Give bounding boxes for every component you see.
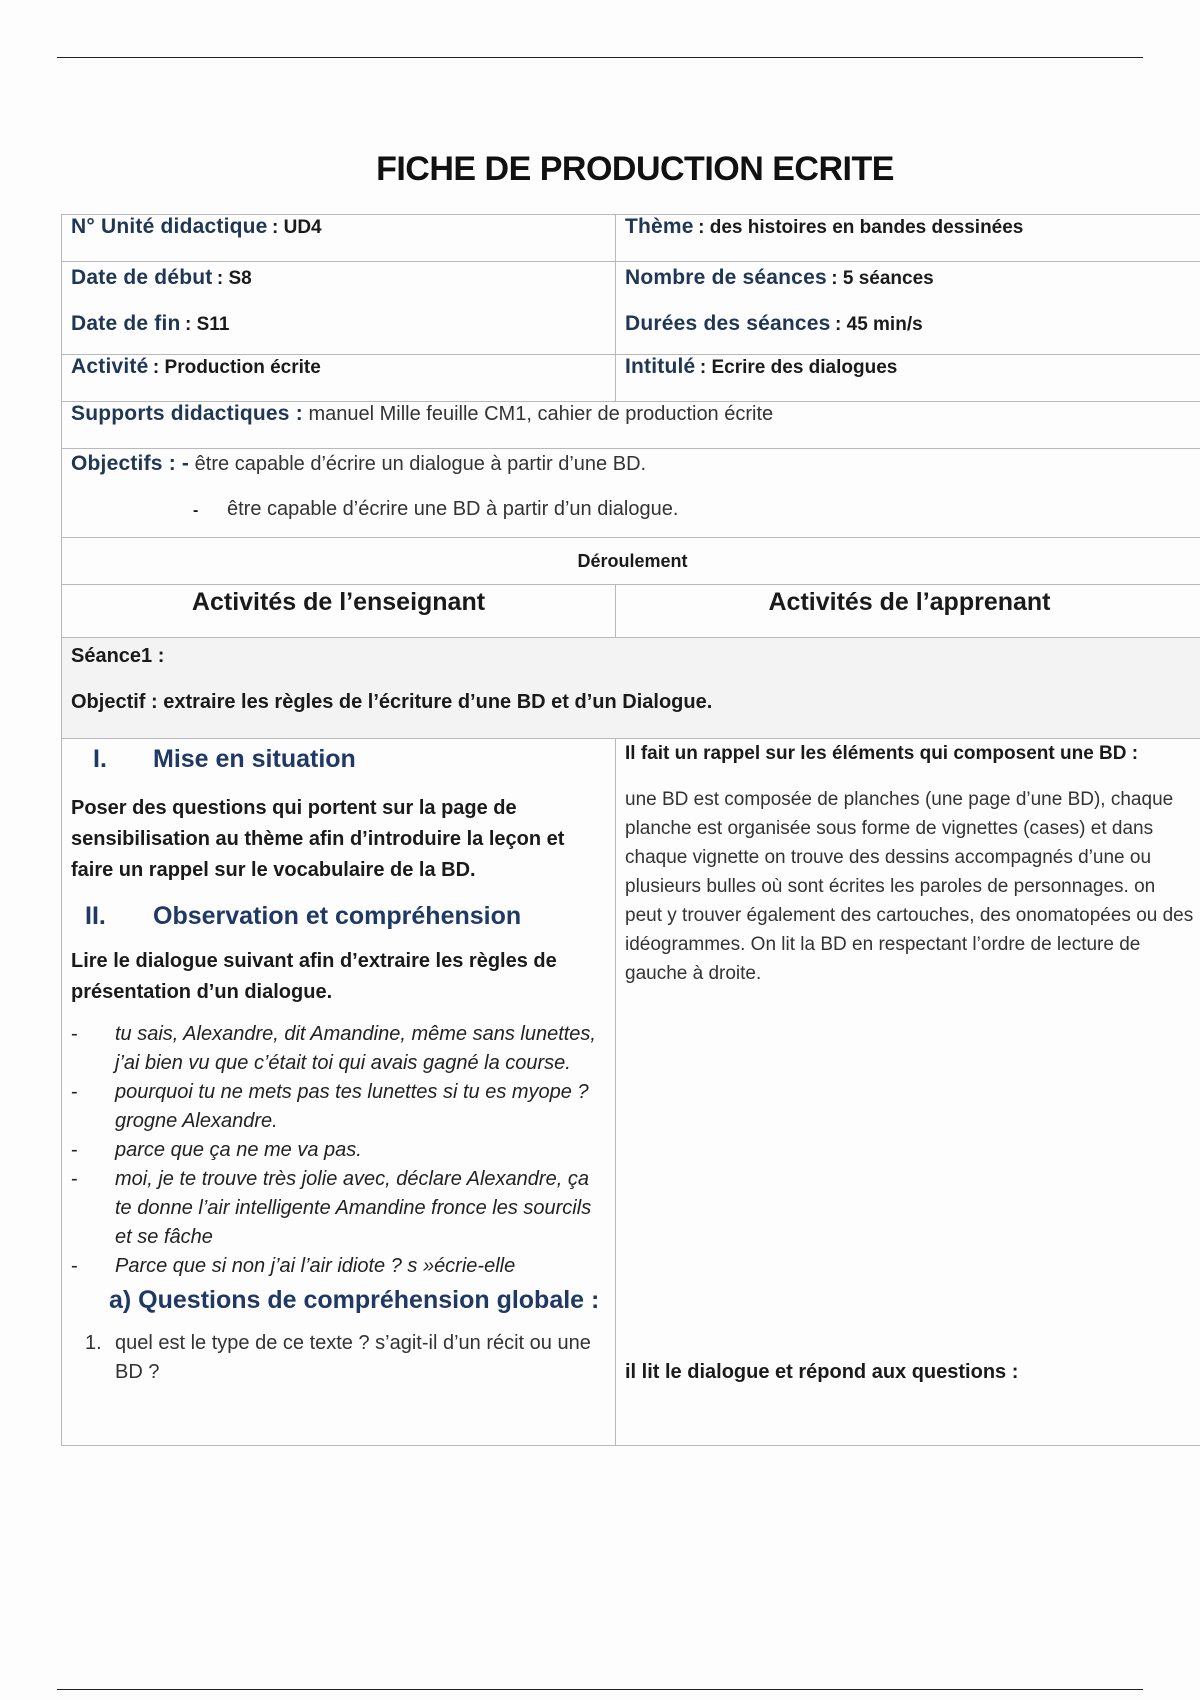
duree-value: : 45 min/s <box>835 314 923 335</box>
lesson-sheet-table <box>61 214 1200 1446</box>
theme-value: : des histoires en bandes dessinées <box>698 217 1024 238</box>
cell-intitule <box>616 355 1200 402</box>
row-content <box>62 739 1200 1446</box>
seance-objective: Objectif : extraire les règles de l’écriture d’une BD et d’un Dialogue. <box>71 691 713 713</box>
dialogue-list <box>71 1020 606 1281</box>
section-2-number: II. <box>85 902 106 930</box>
learner-paragraph: une BD est composée de planches (une page d’une BD), chaque planche est organisée sous forme de vignettes (cases) et dans chaque vignette on trouve des dessins accompagnés d’une ou plusieurs bulles où sont écrites les paroles de personnages. on peut y trouver également des cartouches, des onomatopées ou des idéogrammes. On lit la BD en respectant l’ordre de lecture de gauche à droite. <box>625 789 1194 984</box>
dialogue-line: - moi, je te trouve très jolie avec, déclare Alexandre, ça te donne l’air intelligente Amandine fronce les sourcils et se fâche <box>71 1165 606 1252</box>
dialogue-line: - tu sais, Alexandre, dit Amandine, même sans lunettes, j’ai bien vu que c’était toi qui avais gagné la course. <box>71 1020 606 1078</box>
page-title: FICHE DE PRODUCTION ECRITE <box>376 150 894 188</box>
learner-activities-cell <box>616 739 1200 1446</box>
learner-column-header: Activités de l’apprenant <box>616 585 1200 638</box>
top-rule <box>57 57 1143 58</box>
seance-label: Séance1 : <box>71 645 165 667</box>
learner-intro: Il fait un rappel sur les éléments qui composent une BD : <box>625 743 1139 764</box>
cell-objectifs <box>62 449 1200 538</box>
teacher-activities-cell <box>62 739 616 1446</box>
theme-label: Thème <box>625 215 694 238</box>
question-1-text: quel est le type de ce texte ? s’agit-il d’un récit ou une BD ? <box>115 1332 591 1383</box>
bottom-rule <box>57 1689 1143 1690</box>
duree-label: Durées des séances <box>625 312 831 335</box>
section-1-title: Mise en situation <box>153 745 356 773</box>
row-objectifs <box>62 449 1200 538</box>
cell-theme <box>616 215 1200 262</box>
learner-reads-dialogue: il lit le dialogue et répond aux questions : <box>625 1361 1019 1383</box>
intitule-value: : Ecrire des dialogues <box>699 357 898 378</box>
question-1 <box>71 1329 606 1387</box>
subsection-a-heading: a) Questions de compréhension globale : <box>109 1286 600 1314</box>
nb-label: Nombre de séances <box>625 266 827 289</box>
supports-label: Supports didactiques : <box>71 402 303 425</box>
row-seance <box>62 638 1200 739</box>
dialogue-line: - pourquoi tu ne mets pas tes lunettes si tu es myope ? grogne Alexandre. <box>71 1078 606 1136</box>
cell-seances <box>616 262 1200 355</box>
objectif-line-2: - être capable d’écrire une BD à partir d’un dialogue. <box>193 498 679 520</box>
nb-value: : 5 séances <box>831 268 934 289</box>
row-column-headers <box>62 585 1200 638</box>
cell-dates <box>62 262 616 355</box>
dialogue-line: - Parce que si non j’ai l’air idiote ? s »écrie-elle <box>71 1252 606 1281</box>
objectif-line-1 <box>71 449 1194 493</box>
unite-value: : UD4 <box>272 217 322 238</box>
nb-line <box>625 262 1194 308</box>
seance-block <box>62 638 1200 739</box>
activite-value: : Production écrite <box>152 357 321 378</box>
duree-line <box>625 308 1194 354</box>
fin-label: Date de fin <box>71 312 181 335</box>
row-dates <box>62 262 1200 355</box>
row-deroulement <box>62 538 1200 585</box>
teacher-column-header: Activités de l’enseignant <box>62 585 616 638</box>
intitule-label: Intitulé <box>625 355 696 378</box>
objectif-1: être capable d’écrire un dialogue à partir d’une BD. <box>189 453 647 475</box>
cell-supports <box>62 402 1200 449</box>
objectif-2: être capable d’écrire une BD à partir d’un dialogue. <box>227 498 679 520</box>
section-2-title: Observation et compréhension <box>153 902 522 930</box>
dialogue-line: - parce que ça ne me va pas. <box>71 1136 606 1165</box>
supports-value: manuel Mille feuille CM1, cahier de production écrite <box>302 403 774 425</box>
row-unite-theme <box>62 215 1200 262</box>
deroulement-label: Déroulement <box>62 538 1200 585</box>
debut-line <box>71 262 606 308</box>
cell-unite <box>62 215 616 262</box>
section-1-heading <box>71 741 606 777</box>
question-1-number: 1. <box>85 1332 102 1354</box>
unite-label: N° Unité didactique <box>71 215 268 238</box>
row-activite <box>62 355 1200 402</box>
section-2-heading <box>71 898 606 934</box>
activite-label: Activité <box>71 355 149 378</box>
debut-value: : S8 <box>216 268 252 289</box>
fin-line <box>71 308 606 354</box>
cell-activite <box>62 355 616 402</box>
row-supports <box>62 402 1200 449</box>
section-1-number: I. <box>93 745 107 773</box>
fin-value: : S11 <box>185 314 230 335</box>
debut-label: Date de début <box>71 266 213 289</box>
section-2-text: Lire le dialogue suivant afin d’extraire les règles de présentation d’un dialogue. <box>71 950 557 1003</box>
section-1-text: Poser des questions qui portent sur la page de sensibilisation au thème afin d’introduire la leçon et faire un rappel sur le vocabulaire de la BD. <box>71 797 565 881</box>
objectifs-label: Objectifs : - <box>71 452 190 475</box>
